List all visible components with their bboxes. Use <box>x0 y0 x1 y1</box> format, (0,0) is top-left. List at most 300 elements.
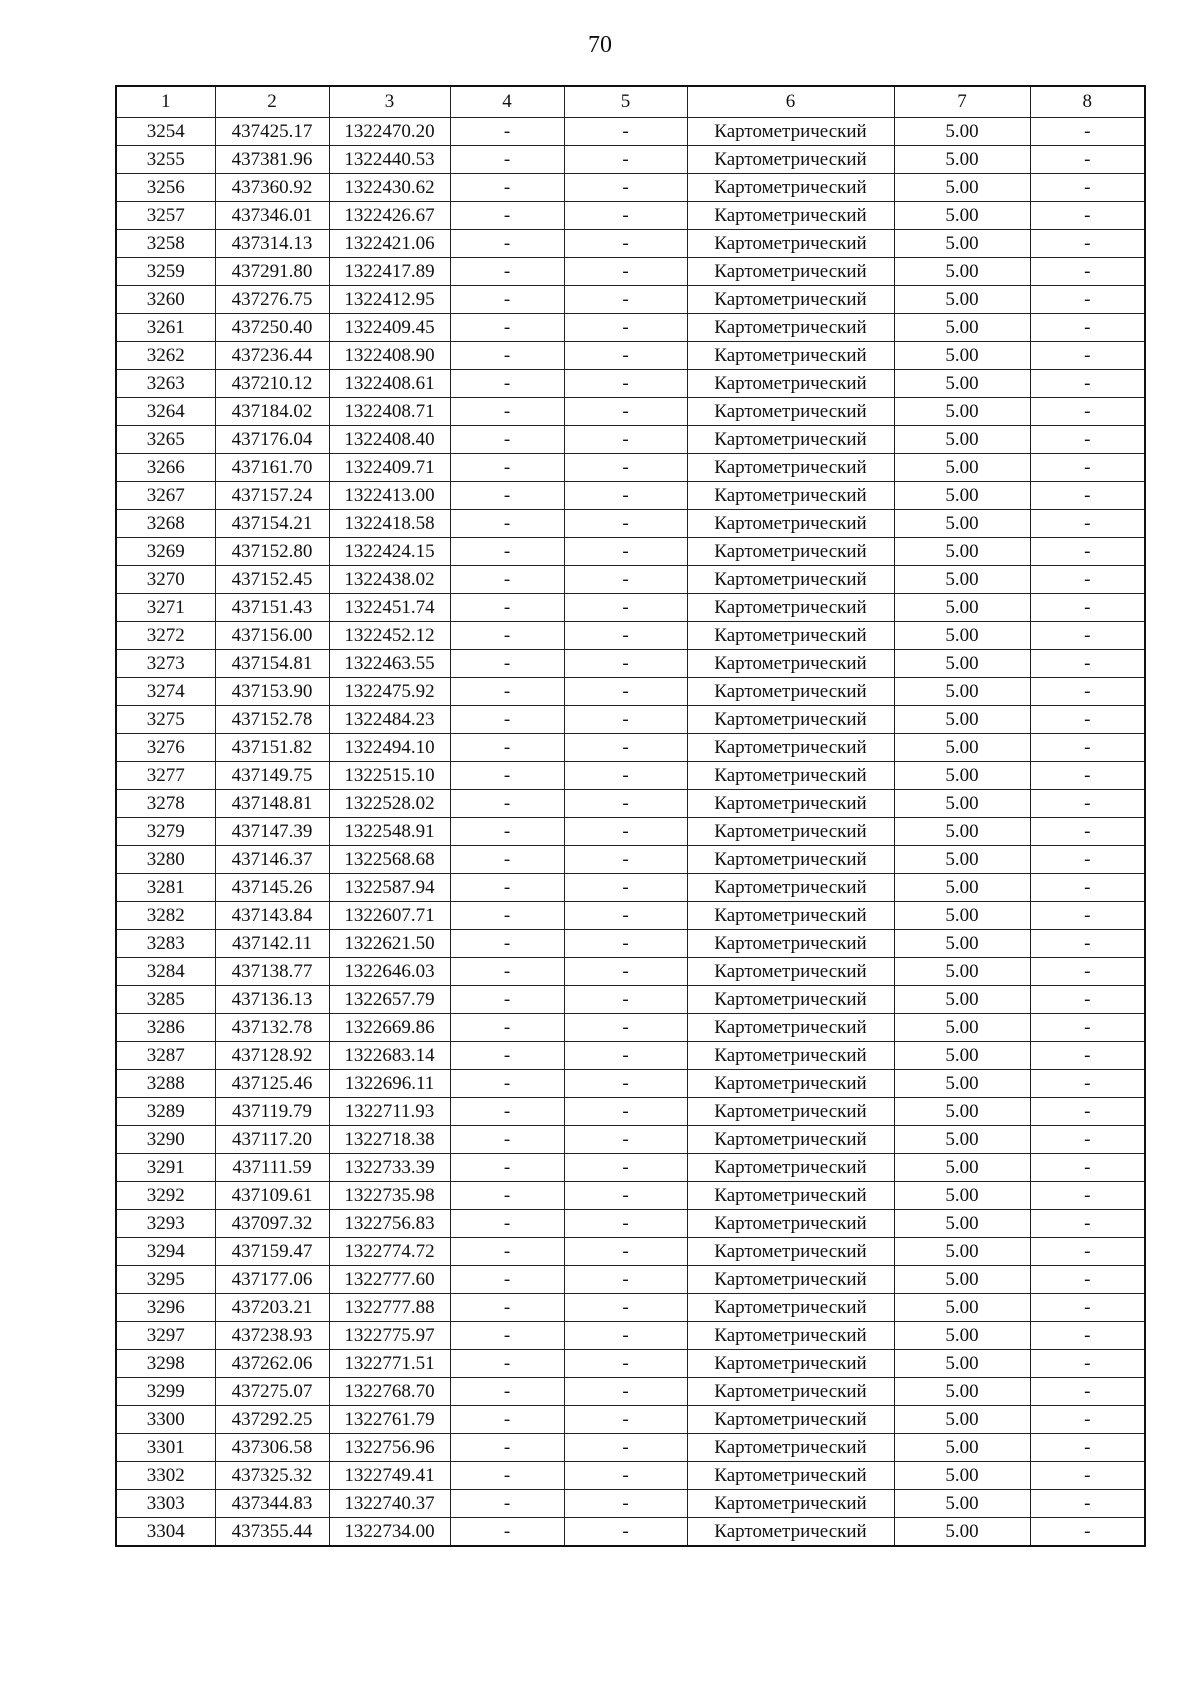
method-cell: Картометрический <box>687 1378 894 1406</box>
x-coordinate-cell: 437360.92 <box>215 174 329 202</box>
table-header-row <box>116 86 1145 118</box>
method-cell: Картометрический <box>687 174 894 202</box>
x-coordinate-cell: 437154.21 <box>215 510 329 538</box>
column-4-cell: - <box>450 1350 564 1378</box>
column-4-cell: - <box>450 1238 564 1266</box>
column-4-cell: - <box>450 930 564 958</box>
accuracy-cell: 5.00 <box>894 1154 1030 1182</box>
column-8-cell: - <box>1030 958 1145 986</box>
accuracy-cell: 5.00 <box>894 1322 1030 1350</box>
table-row <box>116 258 1145 286</box>
method-cell: Картометрический <box>687 1490 894 1518</box>
column-4-cell: - <box>450 1126 564 1154</box>
column-4-cell: - <box>450 482 564 510</box>
column-5-cell: - <box>564 538 687 566</box>
x-coordinate-cell: 437152.78 <box>215 706 329 734</box>
column-4-cell: - <box>450 230 564 258</box>
table-row <box>116 1294 1145 1322</box>
x-coordinate-cell: 437152.80 <box>215 538 329 566</box>
column-5-cell: - <box>564 1014 687 1042</box>
column-8-cell: - <box>1030 1098 1145 1126</box>
accuracy-cell: 5.00 <box>894 1490 1030 1518</box>
x-coordinate-cell: 437142.11 <box>215 930 329 958</box>
point-number-cell: 3291 <box>116 1154 215 1182</box>
accuracy-cell: 5.00 <box>894 510 1030 538</box>
x-coordinate-cell: 437119.79 <box>215 1098 329 1126</box>
column-5-cell: - <box>564 846 687 874</box>
x-coordinate-cell: 437154.81 <box>215 650 329 678</box>
column-4-cell: - <box>450 1098 564 1126</box>
point-number-cell: 3256 <box>116 174 215 202</box>
point-number-cell: 3289 <box>116 1098 215 1126</box>
table-row <box>116 1322 1145 1350</box>
column-5-cell: - <box>564 1490 687 1518</box>
column-8-cell: - <box>1030 314 1145 342</box>
column-5-cell: - <box>564 510 687 538</box>
accuracy-cell: 5.00 <box>894 846 1030 874</box>
accuracy-cell: 5.00 <box>894 1350 1030 1378</box>
table-row <box>116 1378 1145 1406</box>
y-coordinate-cell: 1322426.67 <box>329 202 450 230</box>
x-coordinate-cell: 437149.75 <box>215 762 329 790</box>
method-cell: Картометрический <box>687 1070 894 1098</box>
point-number-cell: 3262 <box>116 342 215 370</box>
point-number-cell: 3266 <box>116 454 215 482</box>
column-header-2: 2 <box>215 86 329 118</box>
column-4-cell: - <box>450 258 564 286</box>
method-cell: Картометрический <box>687 510 894 538</box>
column-8-cell: - <box>1030 286 1145 314</box>
column-8-cell: - <box>1030 1490 1145 1518</box>
y-coordinate-cell: 1322515.10 <box>329 762 450 790</box>
point-number-cell: 3268 <box>116 510 215 538</box>
column-5-cell: - <box>564 258 687 286</box>
table-row <box>116 538 1145 566</box>
method-cell: Картометрический <box>687 958 894 986</box>
x-coordinate-cell: 437177.06 <box>215 1266 329 1294</box>
y-coordinate-cell: 1322430.62 <box>329 174 450 202</box>
point-number-cell: 3254 <box>116 118 215 146</box>
accuracy-cell: 5.00 <box>894 790 1030 818</box>
column-5-cell: - <box>564 1378 687 1406</box>
table-row <box>116 146 1145 174</box>
point-number-cell: 3260 <box>116 286 215 314</box>
column-8-cell: - <box>1030 1042 1145 1070</box>
method-cell: Картометрический <box>687 1238 894 1266</box>
accuracy-cell: 5.00 <box>894 1210 1030 1238</box>
column-4-cell: - <box>450 202 564 230</box>
y-coordinate-cell: 1322771.51 <box>329 1350 450 1378</box>
x-coordinate-cell: 437151.82 <box>215 734 329 762</box>
accuracy-cell: 5.00 <box>894 566 1030 594</box>
accuracy-cell: 5.00 <box>894 1294 1030 1322</box>
x-coordinate-cell: 437250.40 <box>215 314 329 342</box>
column-4-cell: - <box>450 510 564 538</box>
column-5-cell: - <box>564 202 687 230</box>
accuracy-cell: 5.00 <box>894 1238 1030 1266</box>
column-5-cell: - <box>564 1434 687 1462</box>
column-8-cell: - <box>1030 1518 1145 1547</box>
column-8-cell: - <box>1030 230 1145 258</box>
y-coordinate-cell: 1322452.12 <box>329 622 450 650</box>
column-8-cell: - <box>1030 1154 1145 1182</box>
point-number-cell: 3290 <box>116 1126 215 1154</box>
column-8-cell: - <box>1030 398 1145 426</box>
column-4-cell: - <box>450 146 564 174</box>
method-cell: Картометрический <box>687 846 894 874</box>
point-number-cell: 3275 <box>116 706 215 734</box>
point-number-cell: 3286 <box>116 1014 215 1042</box>
accuracy-cell: 5.00 <box>894 986 1030 1014</box>
method-cell: Картометрический <box>687 1042 894 1070</box>
point-number-cell: 3255 <box>116 146 215 174</box>
method-cell: Картометрический <box>687 1266 894 1294</box>
method-cell: Картометрический <box>687 650 894 678</box>
method-cell: Картометрический <box>687 1518 894 1547</box>
column-header-3: 3 <box>329 86 450 118</box>
point-number-cell: 3285 <box>116 986 215 1014</box>
column-8-cell: - <box>1030 1462 1145 1490</box>
table-row <box>116 762 1145 790</box>
table-row <box>116 1462 1145 1490</box>
method-cell: Картометрический <box>687 538 894 566</box>
method-cell: Картометрический <box>687 734 894 762</box>
accuracy-cell: 5.00 <box>894 426 1030 454</box>
column-header-1: 1 <box>116 86 215 118</box>
table-row <box>116 342 1145 370</box>
column-5-cell: - <box>564 790 687 818</box>
table-row <box>116 426 1145 454</box>
column-4-cell: - <box>450 1014 564 1042</box>
column-8-cell: - <box>1030 454 1145 482</box>
y-coordinate-cell: 1322409.45 <box>329 314 450 342</box>
method-cell: Картометрический <box>687 594 894 622</box>
table-row <box>116 650 1145 678</box>
column-5-cell: - <box>564 370 687 398</box>
column-4-cell: - <box>450 734 564 762</box>
column-8-cell: - <box>1030 370 1145 398</box>
table-row <box>116 1210 1145 1238</box>
column-5-cell: - <box>564 566 687 594</box>
table-row <box>116 454 1145 482</box>
accuracy-cell: 5.00 <box>894 1070 1030 1098</box>
page-number: 70 <box>588 32 612 58</box>
column-8-cell: - <box>1030 1350 1145 1378</box>
column-4-cell: - <box>450 426 564 454</box>
x-coordinate-cell: 437210.12 <box>215 370 329 398</box>
column-5-cell: - <box>564 678 687 706</box>
column-8-cell: - <box>1030 1434 1145 1462</box>
column-5-cell: - <box>564 342 687 370</box>
y-coordinate-cell: 1322548.91 <box>329 818 450 846</box>
point-number-cell: 3259 <box>116 258 215 286</box>
column-8-cell: - <box>1030 818 1145 846</box>
point-number-cell: 3270 <box>116 566 215 594</box>
point-number-cell: 3287 <box>116 1042 215 1070</box>
column-8-cell: - <box>1030 1266 1145 1294</box>
column-5-cell: - <box>564 426 687 454</box>
column-5-cell: - <box>564 1154 687 1182</box>
column-8-cell: - <box>1030 706 1145 734</box>
column-8-cell: - <box>1030 1322 1145 1350</box>
column-8-cell: - <box>1030 986 1145 1014</box>
column-4-cell: - <box>450 650 564 678</box>
x-coordinate-cell: 437425.17 <box>215 118 329 146</box>
x-coordinate-cell: 437344.83 <box>215 1490 329 1518</box>
column-4-cell: - <box>450 594 564 622</box>
y-coordinate-cell: 1322756.83 <box>329 1210 450 1238</box>
point-number-cell: 3304 <box>116 1518 215 1547</box>
point-number-cell: 3298 <box>116 1350 215 1378</box>
table-row <box>116 174 1145 202</box>
column-5-cell: - <box>564 1406 687 1434</box>
column-5-cell: - <box>564 1518 687 1547</box>
point-number-cell: 3264 <box>116 398 215 426</box>
column-5-cell: - <box>564 1042 687 1070</box>
column-8-cell: - <box>1030 1014 1145 1042</box>
x-coordinate-cell: 437381.96 <box>215 146 329 174</box>
column-header-6: 6 <box>687 86 894 118</box>
column-8-cell: - <box>1030 510 1145 538</box>
accuracy-cell: 5.00 <box>894 454 1030 482</box>
column-8-cell: - <box>1030 790 1145 818</box>
point-number-cell: 3274 <box>116 678 215 706</box>
column-4-cell: - <box>450 398 564 426</box>
method-cell: Картометрический <box>687 286 894 314</box>
column-8-cell: - <box>1030 930 1145 958</box>
column-5-cell: - <box>564 1070 687 1098</box>
point-number-cell: 3297 <box>116 1322 215 1350</box>
point-number-cell: 3267 <box>116 482 215 510</box>
method-cell: Картометрический <box>687 790 894 818</box>
x-coordinate-cell: 437117.20 <box>215 1126 329 1154</box>
column-8-cell: - <box>1030 482 1145 510</box>
point-number-cell: 3288 <box>116 1070 215 1098</box>
accuracy-cell: 5.00 <box>894 1098 1030 1126</box>
x-coordinate-cell: 437262.06 <box>215 1350 329 1378</box>
y-coordinate-cell: 1322733.39 <box>329 1154 450 1182</box>
x-coordinate-cell: 437291.80 <box>215 258 329 286</box>
table-row <box>116 874 1145 902</box>
accuracy-cell: 5.00 <box>894 146 1030 174</box>
table-row <box>116 622 1145 650</box>
point-number-cell: 3280 <box>116 846 215 874</box>
table-row <box>116 1490 1145 1518</box>
column-4-cell: - <box>450 286 564 314</box>
point-number-cell: 3276 <box>116 734 215 762</box>
column-8-cell: - <box>1030 342 1145 370</box>
method-cell: Картометрический <box>687 706 894 734</box>
column-header-4: 4 <box>450 86 564 118</box>
accuracy-cell: 5.00 <box>894 762 1030 790</box>
y-coordinate-cell: 1322408.90 <box>329 342 450 370</box>
method-cell: Картометрический <box>687 1294 894 1322</box>
column-5-cell: - <box>564 622 687 650</box>
table-row <box>116 510 1145 538</box>
accuracy-cell: 5.00 <box>894 958 1030 986</box>
y-coordinate-cell: 1322438.02 <box>329 566 450 594</box>
column-8-cell: - <box>1030 202 1145 230</box>
y-coordinate-cell: 1322777.88 <box>329 1294 450 1322</box>
column-8-cell: - <box>1030 426 1145 454</box>
column-8-cell: - <box>1030 734 1145 762</box>
method-cell: Картометрический <box>687 230 894 258</box>
y-coordinate-cell: 1322740.37 <box>329 1490 450 1518</box>
accuracy-cell: 5.00 <box>894 874 1030 902</box>
x-coordinate-cell: 437097.32 <box>215 1210 329 1238</box>
column-5-cell: - <box>564 286 687 314</box>
accuracy-cell: 5.00 <box>894 594 1030 622</box>
accuracy-cell: 5.00 <box>894 1182 1030 1210</box>
point-number-cell: 3296 <box>116 1294 215 1322</box>
y-coordinate-cell: 1322408.40 <box>329 426 450 454</box>
column-8-cell: - <box>1030 650 1145 678</box>
point-number-cell: 3302 <box>116 1462 215 1490</box>
column-5-cell: - <box>564 734 687 762</box>
y-coordinate-cell: 1322528.02 <box>329 790 450 818</box>
column-5-cell: - <box>564 930 687 958</box>
method-cell: Картометрический <box>687 902 894 930</box>
table-row <box>116 1014 1145 1042</box>
coordinates-table <box>115 85 1146 1547</box>
method-cell: Картометрический <box>687 986 894 1014</box>
column-4-cell: - <box>450 678 564 706</box>
column-8-cell: - <box>1030 258 1145 286</box>
table-body <box>116 118 1145 1547</box>
method-cell: Картометрический <box>687 202 894 230</box>
y-coordinate-cell: 1322408.61 <box>329 370 450 398</box>
method-cell: Картометрический <box>687 622 894 650</box>
y-coordinate-cell: 1322777.60 <box>329 1266 450 1294</box>
column-8-cell: - <box>1030 1238 1145 1266</box>
table-row <box>116 118 1145 146</box>
column-4-cell: - <box>450 1378 564 1406</box>
column-4-cell: - <box>450 1182 564 1210</box>
accuracy-cell: 5.00 <box>894 482 1030 510</box>
accuracy-cell: 5.00 <box>894 314 1030 342</box>
table-row <box>116 818 1145 846</box>
column-4-cell: - <box>450 314 564 342</box>
x-coordinate-cell: 437238.93 <box>215 1322 329 1350</box>
column-4-cell: - <box>450 1406 564 1434</box>
table-row <box>116 1042 1145 1070</box>
point-number-cell: 3263 <box>116 370 215 398</box>
accuracy-cell: 5.00 <box>894 650 1030 678</box>
method-cell: Картометрический <box>687 566 894 594</box>
method-cell: Картометрический <box>687 482 894 510</box>
table-row <box>116 1406 1145 1434</box>
column-8-cell: - <box>1030 1210 1145 1238</box>
x-coordinate-cell: 437132.78 <box>215 1014 329 1042</box>
column-5-cell: - <box>564 314 687 342</box>
column-5-cell: - <box>564 958 687 986</box>
method-cell: Картометрический <box>687 1154 894 1182</box>
table-row <box>116 1098 1145 1126</box>
column-4-cell: - <box>450 986 564 1014</box>
table-row <box>116 314 1145 342</box>
method-cell: Картометрический <box>687 426 894 454</box>
accuracy-cell: 5.00 <box>894 398 1030 426</box>
column-8-cell: - <box>1030 846 1145 874</box>
point-number-cell: 3261 <box>116 314 215 342</box>
point-number-cell: 3284 <box>116 958 215 986</box>
method-cell: Картометрический <box>687 1434 894 1462</box>
table-row <box>116 706 1145 734</box>
table-row <box>116 398 1145 426</box>
column-5-cell: - <box>564 1350 687 1378</box>
column-8-cell: - <box>1030 118 1145 146</box>
x-coordinate-cell: 437275.07 <box>215 1378 329 1406</box>
table-row <box>116 1238 1145 1266</box>
table-row <box>116 1266 1145 1294</box>
x-coordinate-cell: 437314.13 <box>215 230 329 258</box>
y-coordinate-cell: 1322475.92 <box>329 678 450 706</box>
column-4-cell: - <box>450 1294 564 1322</box>
accuracy-cell: 5.00 <box>894 1518 1030 1547</box>
table-row <box>116 202 1145 230</box>
column-8-cell: - <box>1030 902 1145 930</box>
table-row <box>116 790 1145 818</box>
accuracy-cell: 5.00 <box>894 1266 1030 1294</box>
column-8-cell: - <box>1030 622 1145 650</box>
column-4-cell: - <box>450 902 564 930</box>
accuracy-cell: 5.00 <box>894 258 1030 286</box>
y-coordinate-cell: 1322409.71 <box>329 454 450 482</box>
accuracy-cell: 5.00 <box>894 286 1030 314</box>
table-row <box>116 286 1145 314</box>
column-4-cell: - <box>450 1266 564 1294</box>
y-coordinate-cell: 1322621.50 <box>329 930 450 958</box>
point-number-cell: 3277 <box>116 762 215 790</box>
x-coordinate-cell: 437125.46 <box>215 1070 329 1098</box>
column-4-cell: - <box>450 790 564 818</box>
table-row <box>116 1518 1145 1547</box>
table-row <box>116 902 1145 930</box>
method-cell: Картометрический <box>687 118 894 146</box>
column-4-cell: - <box>450 622 564 650</box>
column-8-cell: - <box>1030 1294 1145 1322</box>
x-coordinate-cell: 437109.61 <box>215 1182 329 1210</box>
column-8-cell: - <box>1030 678 1145 706</box>
point-number-cell: 3279 <box>116 818 215 846</box>
x-coordinate-cell: 437128.92 <box>215 1042 329 1070</box>
table-row <box>116 1154 1145 1182</box>
column-4-cell: - <box>450 1462 564 1490</box>
table-row <box>116 594 1145 622</box>
method-cell: Картометрический <box>687 1210 894 1238</box>
x-coordinate-cell: 437156.00 <box>215 622 329 650</box>
column-4-cell: - <box>450 118 564 146</box>
x-coordinate-cell: 437236.44 <box>215 342 329 370</box>
column-4-cell: - <box>450 1210 564 1238</box>
y-coordinate-cell: 1322718.38 <box>329 1126 450 1154</box>
x-coordinate-cell: 437145.26 <box>215 874 329 902</box>
accuracy-cell: 5.00 <box>894 902 1030 930</box>
column-5-cell: - <box>564 1462 687 1490</box>
column-5-cell: - <box>564 1238 687 1266</box>
column-4-cell: - <box>450 846 564 874</box>
method-cell: Картометрический <box>687 1098 894 1126</box>
table-row <box>116 230 1145 258</box>
column-5-cell: - <box>564 1126 687 1154</box>
x-coordinate-cell: 437143.84 <box>215 902 329 930</box>
point-number-cell: 3273 <box>116 650 215 678</box>
column-8-cell: - <box>1030 146 1145 174</box>
table-row <box>116 1434 1145 1462</box>
x-coordinate-cell: 437148.81 <box>215 790 329 818</box>
y-coordinate-cell: 1322607.71 <box>329 902 450 930</box>
x-coordinate-cell: 437111.59 <box>215 1154 329 1182</box>
